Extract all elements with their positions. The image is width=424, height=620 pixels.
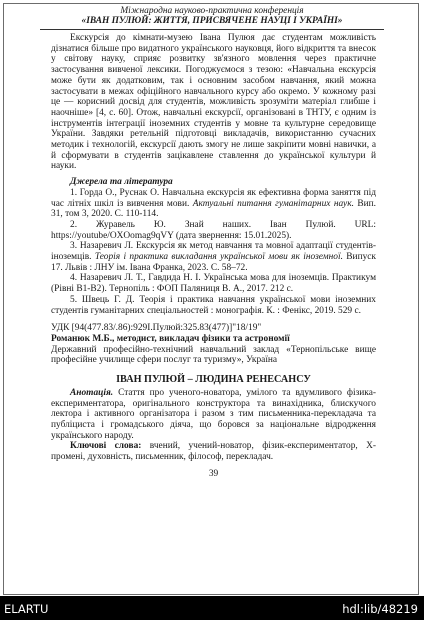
body-paragraph: Екскурсія до кімнати-музею Івана Пулюя дає студентам можливість дізнатися більше про видатного українського науковця, його відкриття та внесок у світову науку, сприяє розвитку зв'язного мовлення через практичне застосування вивченої лексики. Погоджуємося з тезою: «Навчальна екскурсія може бути як додатковим, так і основним засобом навчання, який можна застосувати в межах офіційного навчального курсу або окремо. У кожному разі це — корисний досвід для студентів, можливість зрозуміти матеріал глибше і наочніше» [4, с. 60]. Отож, навчальні екскурсії, організовані в ТНТУ, є одним із інструментів інтеграції іноземних студентів у мовне та культурне середовище України. Завдяки ретельній підготовці викладачів, використанню сучасних методик і технологій, екскурсії дають змогу не лише закріпити мовні навички, а й сформувати в студентів зацікавлене ставлення до української культури й науки. — [51, 33, 376, 172]
repository-name: ELARTU — [4, 602, 49, 616]
udc-code: УДК [94(477.83/.86):929І.Пулюй:325.83(477)]"18/19" — [51, 323, 262, 334]
reference-item: 2. Журавель Ю. Знай наших. Іван Пулюй. URL: https://youtube/OXOomag9qVY (дата звернення: 15.01.2025). — [51, 219, 376, 241]
running-header — [30, 6, 394, 26]
reference-item: 3. Назаревич Л. Екскурсія як метод навчання та мовної адаптації студентів-іноземців. Теорія і практика викладання української мови як іноземної. Випуск 17. Львів : ЛНУ ім. Івана Франка, 2023. С. 58–72. — [51, 241, 376, 273]
abstract-label: Анотація. — [70, 387, 114, 398]
article-author: Романюк М.Б., методист, викладач фізики та астрономії — [51, 333, 290, 344]
header-line-1: Міжнародна науково-практична конференція — [120, 6, 304, 16]
abstract — [51, 388, 376, 442]
reference-item: 4. Назаревич Л. Т., Гавдида Н. І. Українська мова для іноземців. Практикум (Рівні В1-В2). Тернопіль : ФОП Паляниця В. А., 2017. 212 с. — [51, 273, 376, 295]
reference-item: 1. Горда О., Руснак О. Навчальна екскурсія як ефективна форма заняття під час літніх шкіл із вивчення мови. Актуальні питання гуманітарних наук. Вип. 31, том 3, 2020. С. 110-114. — [51, 187, 376, 220]
header-line-2: «ІВАН ПУЛЮЙ: ЖИТТЯ, ПРИСВЯЧЕНЕ НАУЦІ І УКРАЇНІ» — [81, 16, 343, 26]
references-heading: Джерела та література — [70, 177, 173, 188]
header-divider — [40, 29, 384, 30]
repository-footer — [0, 596, 424, 620]
article-title: ІВАН ПУЛЮЙ – ЛЮДИНА РЕНЕСАНСУ — [116, 374, 311, 386]
references-list — [51, 188, 376, 316]
page-content — [51, 33, 376, 479]
keywords-text: вчений, учений-новатор, фізик-експериментатор, Х-промені, духовність, письменник, філософ, перекладач. — [51, 441, 376, 463]
abstract-text: Стаття про ученого-новатора, умілого та вдумливого фізика-експериментатора, оригінального конструктора та винахідника, блискучого лектора і активного організатора і разом з тим письменника-перекладача та публіциста і громадського діяча, що боровся за національне відродження українського народу. — [51, 387, 376, 441]
reference-item: 5. Швець Г. Д. Теорія і практика навчання української мови іноземних студентів гуманітарних спеціальностей : монографія. К. : Фенікс, 2019. 529 с. — [51, 294, 376, 316]
handle-id: hdl:lib/48219 — [342, 602, 418, 616]
keywords-label: Ключові слова: — [70, 441, 142, 452]
keywords — [51, 441, 376, 462]
page-number: 39 — [208, 468, 219, 479]
author-affiliation: Державний професійно-технічний навчальний заклад «Тернопільське вище професійне училище сфери послуг та туризму», Україна — [51, 344, 376, 366]
